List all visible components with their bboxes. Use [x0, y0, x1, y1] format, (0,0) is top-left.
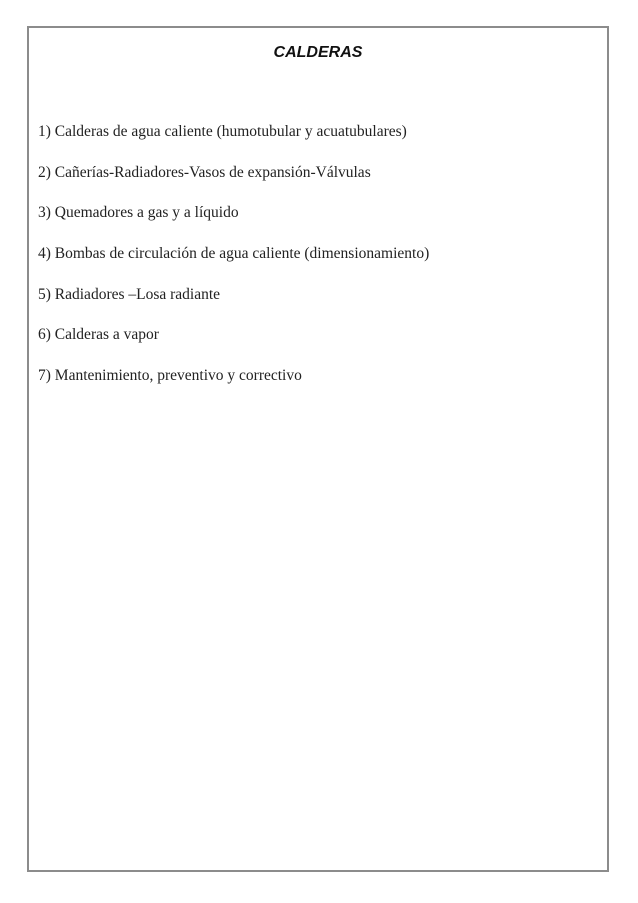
list-item: 5) Radiadores –Losa radiante [38, 285, 221, 303]
list-item: 1) Calderas de agua caliente (humotubular y acuatubulares) [38, 123, 407, 140]
topic-list [38, 121, 429, 406]
page-title: CALDERAS [273, 44, 363, 61]
list-item: 6) Calderas a vapor [38, 326, 159, 344]
page-frame [27, 26, 609, 872]
list-item: 2) Cañerías-Radiadores-Vasos de expansión-Válvulas [38, 163, 371, 181]
list-item: 7) Mantenimiento, preventivo y correctivo [38, 367, 302, 385]
list-item: 4) Bombas de circulación de agua caliente (dimensionamiento) [38, 245, 430, 263]
list-item: 3) Quemadores a gas y a líquido [38, 204, 239, 222]
